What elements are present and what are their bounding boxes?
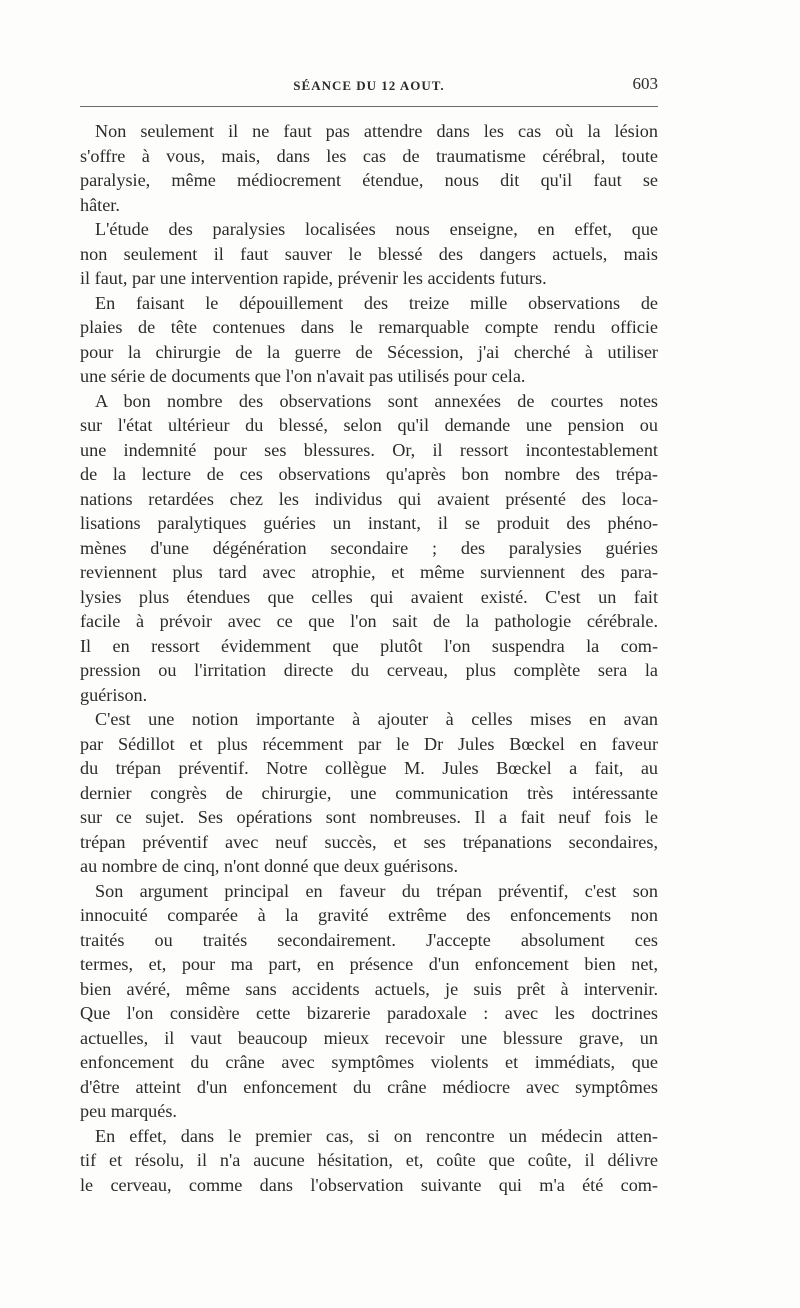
text-line: traités ou traités secondairement. J'accepte absolument ces <box>80 929 658 950</box>
text-line: au nombre de cinq, n'ont donné que deux guérisons. <box>80 856 459 876</box>
text-line: A bon nombre des observations sont annexées de courtes notes <box>95 390 658 411</box>
text-line: En effet, dans le premier cas, si on rencontre un médecin atten- <box>95 1125 658 1146</box>
page-number: 603 <box>632 74 658 93</box>
text-line: actuelles, il vaut beaucoup mieux recevoir une blessure grave, un <box>80 1027 658 1048</box>
text-line: Que l'on considère cette bizarerie paradoxale : avec les doctrines <box>80 1003 658 1023</box>
text-line: facile à prévoir avec ce que l'on sait de la pathologie cérébrale. <box>80 611 658 631</box>
text-line: trépan préventif avec neuf succès, et ses trépanations secondaires, <box>80 831 658 852</box>
text-line: plaies de tête contenues dans le remarquable compte rendu officie <box>80 317 658 337</box>
body-text <box>80 119 658 1197</box>
text-line: une série de documents que l'on n'avait pas utilisés pour cela. <box>80 366 526 386</box>
text-line: guérison. <box>80 684 148 705</box>
text-line: C'est une notion importante à ajouter à celles mises en avan <box>95 709 658 729</box>
text-line: lisations paralytiques guéries un instant, il se produit des phéno- <box>80 513 658 533</box>
text-line: pour la chirurgie de la guerre de Sécession, j'ai cherché à utiliser <box>80 341 658 362</box>
text-line: lysies plus étendues que celles qui avaient existé. C'est un fait <box>80 586 658 607</box>
text-line: Son argument principal en faveur du trépan préventif, c'est son <box>95 880 658 901</box>
text-line: s'offre à vous, mais, dans les cas de traumatisme cérébral, toute <box>80 145 658 166</box>
text-line: non seulement il faut sauver le blessé des dangers actuels, mais <box>80 243 658 264</box>
text-line: termes, et, pour ma part, en présence d'un enfoncement bien net, <box>80 954 658 974</box>
text-line: innocuité comparée à la gravité extrême des enfoncements non <box>80 905 658 925</box>
text-line: paralysie, même médiocrement étendue, nous dit qu'il faut se <box>80 170 658 190</box>
text-line: Il en ressort évidemment que plutôt l'on suspendra la com- <box>80 635 658 656</box>
text-line: dernier congrès de chirurgie, une communication très intéressante <box>80 782 658 803</box>
running-title: SÉANCE DU 12 AOUT. <box>293 78 445 93</box>
running-head <box>80 74 658 98</box>
text-line: L'étude des paralysies localisées nous enseigne, en effet, que <box>95 219 658 239</box>
text-line: enfoncement du crâne avec symptômes violents et immédiats, que <box>80 1052 658 1072</box>
text-line: de la lecture de ces observations qu'après bon nombre des trépa- <box>80 464 658 484</box>
text-line: Non seulement il ne faut pas attendre dans les cas où la lésion <box>95 121 658 141</box>
text-line: par Sédillot et plus récemment par le Dr Jules Bœckel en faveur <box>80 733 658 754</box>
text-line: mènes d'une dégénération secondaire ; des paralysies guéries <box>80 537 658 558</box>
text-line: nations retardées chez les individus qui avaient présenté des loca- <box>80 488 658 509</box>
text-line: du trépan préventif. Notre collègue M. Jules Bœckel a fait, au <box>80 758 658 778</box>
text-line: sur ce sujet. Ses opérations sont nombreuses. Il a fait neuf fois le <box>80 807 658 827</box>
header-rule <box>80 106 658 107</box>
text-line: d'être atteint d'un enfoncement du crâne médiocre avec symptômes <box>80 1076 658 1097</box>
text-line: sur l'état ultérieur du blessé, selon qu'il demande une pension ou <box>80 415 658 435</box>
text-line: tif et résolu, il n'a aucune hésitation, et, coûte que coûte, il délivre <box>80 1150 658 1170</box>
text-line: pression ou l'irritation directe du cerveau, plus complète sera la <box>80 660 658 680</box>
text-line: bien avéré, même sans accidents actuels, je suis prêt à intervenir. <box>80 978 658 999</box>
text-line: une indemnité pour ses blessures. Or, il ressort incontestablement <box>80 439 658 460</box>
text-line: En faisant le dépouillement des treize mille observations de <box>95 292 658 313</box>
text-line: le cerveau, comme dans l'observation suivante qui m'a été com- <box>80 1174 658 1195</box>
text-line: reviennent plus tard avec atrophie, et même surviennent des para- <box>80 562 658 582</box>
text-line: peu marqués. <box>80 1101 177 1121</box>
text-line: hâter. <box>80 194 120 215</box>
text-line: il faut, par une intervention rapide, prévenir les accidents futurs. <box>80 268 547 288</box>
